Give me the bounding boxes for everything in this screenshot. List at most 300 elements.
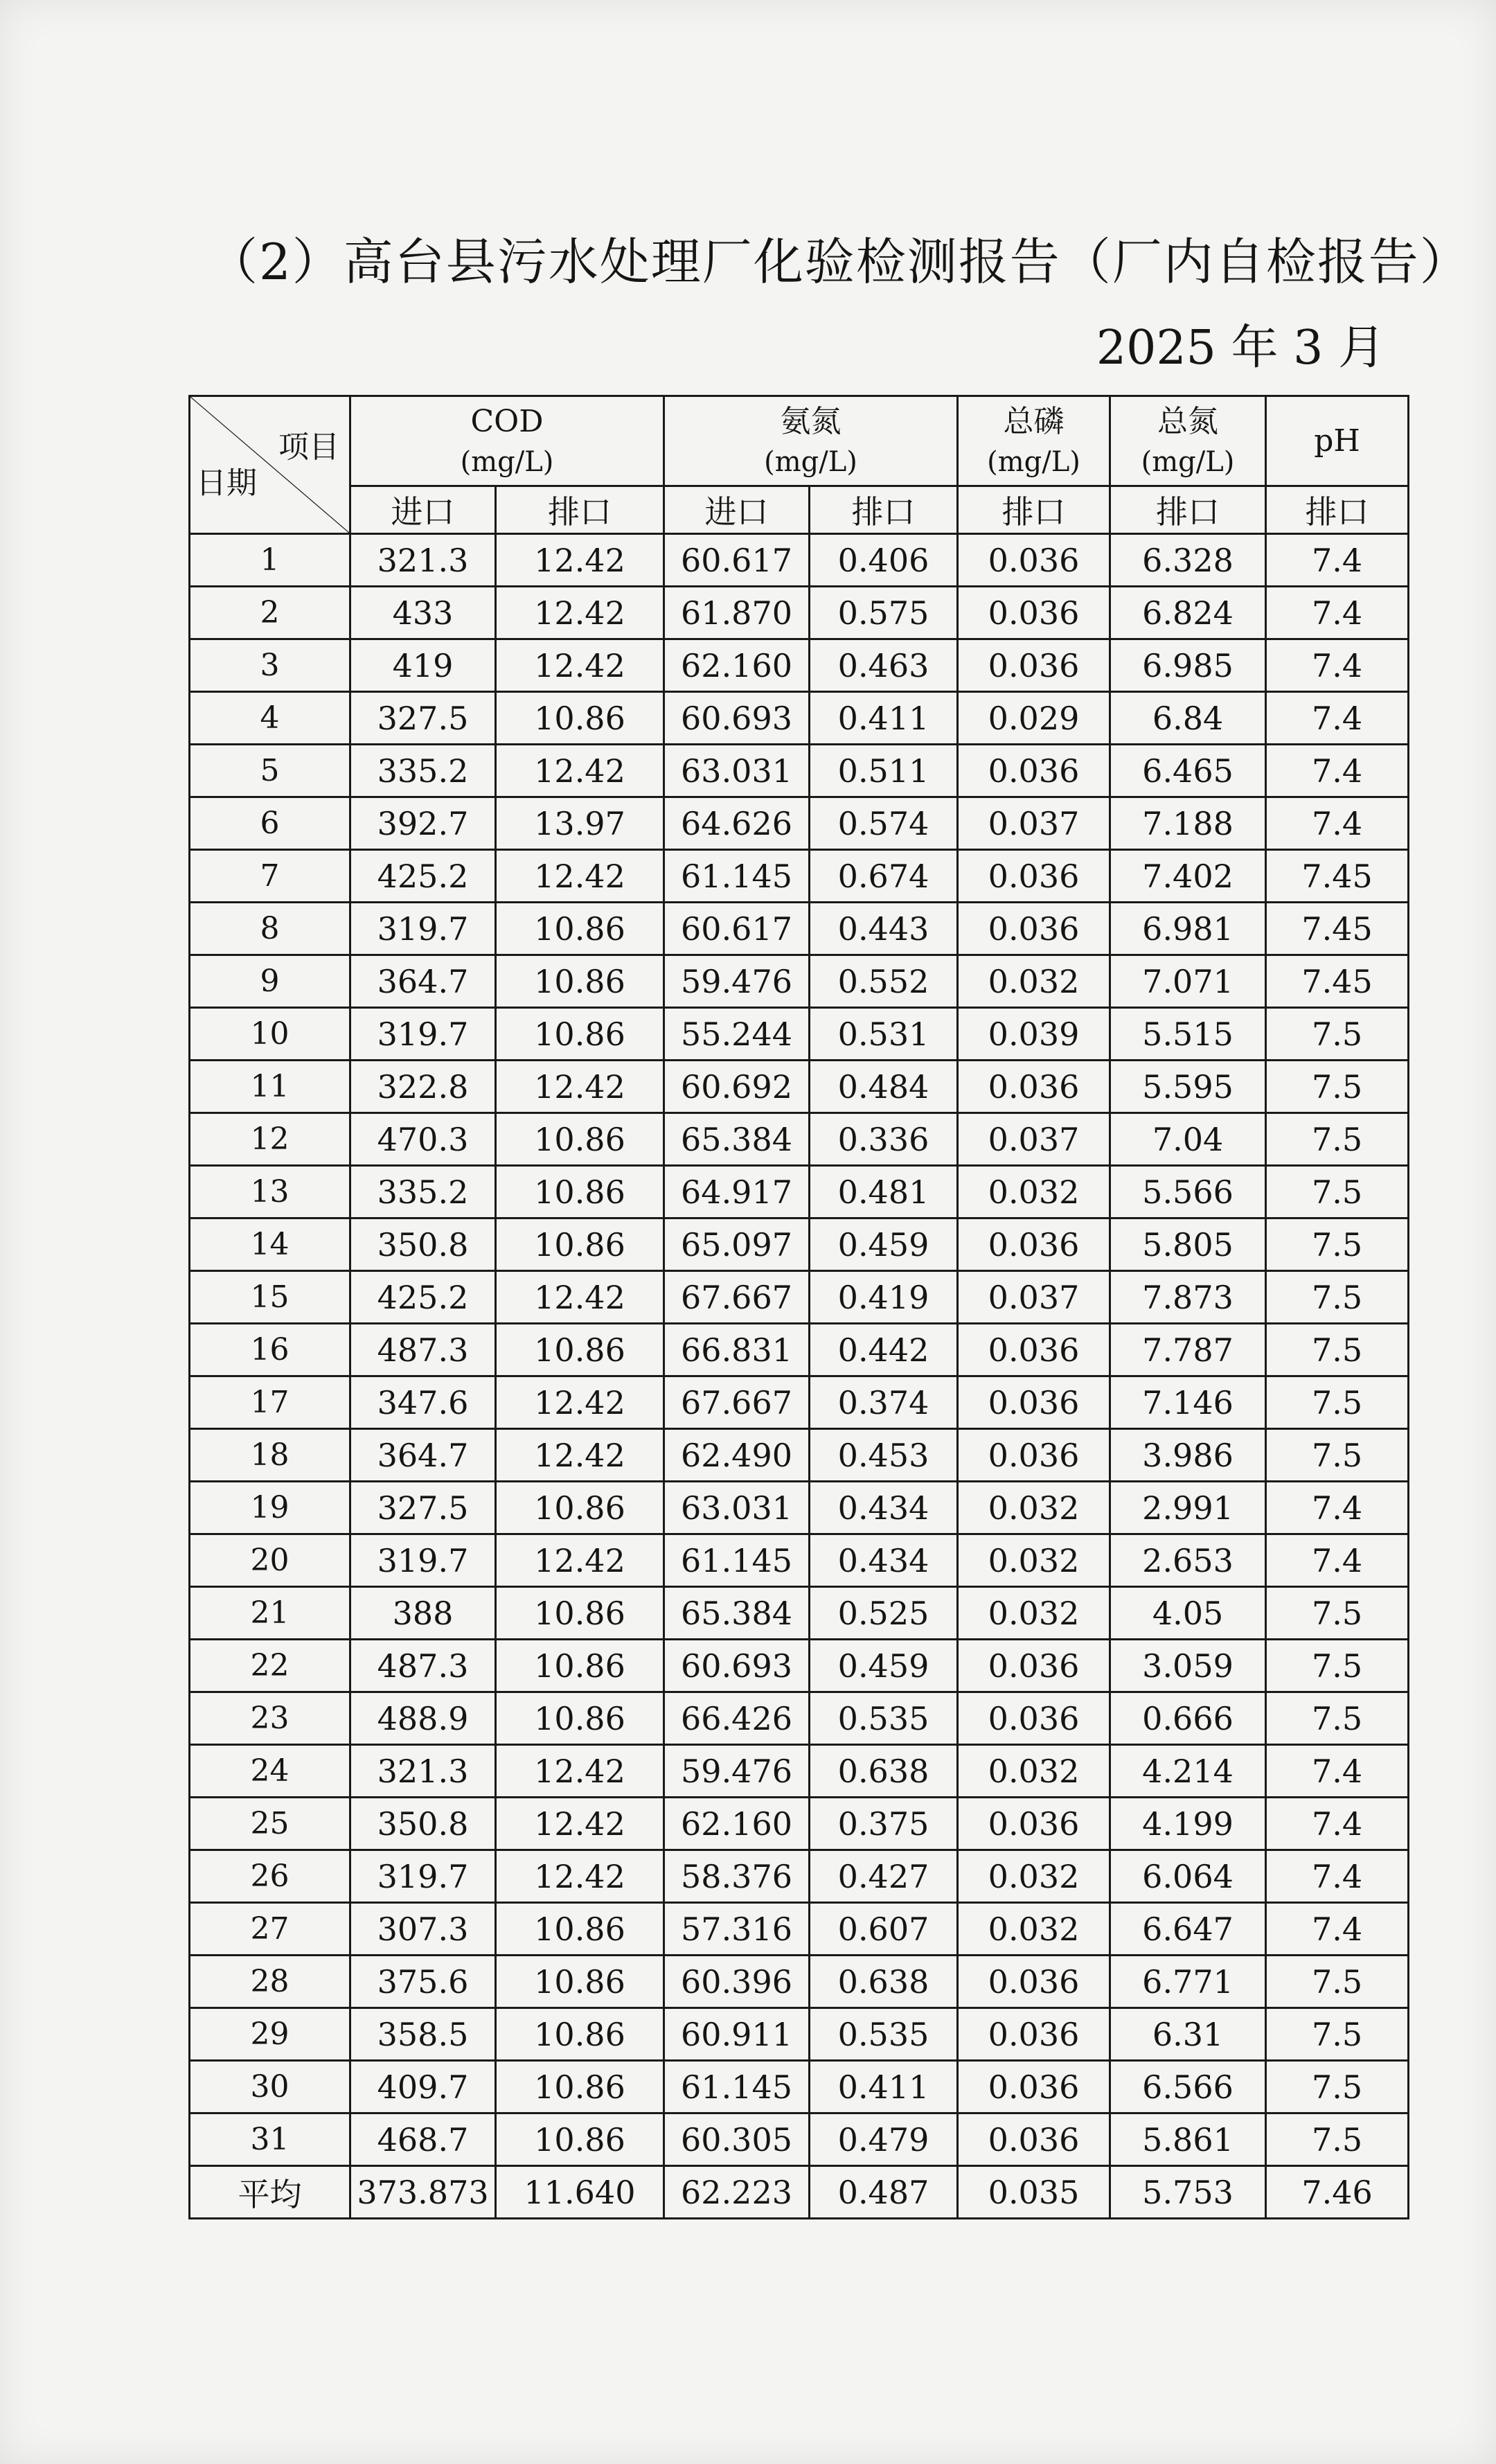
cell-ph-outlet: 7.4 (1266, 1745, 1409, 1798)
report-date: 2025 年 3 月 (1096, 321, 1385, 375)
cell-tp-outlet: 0.029 (958, 692, 1110, 745)
table-row (190, 1692, 1409, 1745)
cell-cod-outlet: 10.86 (496, 1692, 664, 1745)
cell-tp-outlet: 0.039 (958, 1008, 1110, 1061)
cell-cod-outlet: 10.86 (496, 1903, 664, 1956)
cell-day: 31 (190, 2113, 350, 2166)
cell-ph-outlet: 7.5 (1266, 1692, 1409, 1745)
cell-average-tn-outlet: 5.753 (1110, 2166, 1266, 2219)
cell-tp-outlet: 0.037 (958, 1271, 1110, 1324)
cell-ammonia-outlet: 0.484 (810, 1061, 958, 1113)
corner-label-item: 项目 (278, 429, 339, 465)
header-ammonia (664, 396, 958, 486)
cell-tp-outlet: 0.032 (958, 1903, 1110, 1956)
cell-tp-outlet: 0.036 (958, 639, 1110, 692)
param-name-ph: pH (1314, 423, 1360, 459)
cell-ph-outlet: 7.4 (1266, 1798, 1409, 1850)
cell-ammonia-inlet: 63.031 (664, 1482, 810, 1534)
cell-tn-outlet: 7.071 (1110, 955, 1266, 1008)
cell-cod-outlet: 10.86 (496, 1324, 664, 1376)
cell-tn-outlet: 7.873 (1110, 1271, 1266, 1324)
cell-ammonia-inlet: 60.617 (664, 534, 810, 587)
cell-ammonia-inlet: 64.626 (664, 797, 810, 850)
cell-tn-outlet: 7.188 (1110, 797, 1266, 850)
cell-ammonia-inlet: 64.917 (664, 1166, 810, 1218)
table-row (190, 2113, 1409, 2166)
cell-cod-outlet: 12.42 (496, 1745, 664, 1798)
table-row (190, 1903, 1409, 1956)
cell-cod-outlet: 10.86 (496, 1166, 664, 1218)
cell-day: 21 (190, 1587, 350, 1640)
table-row (190, 1376, 1409, 1429)
cell-tn-outlet: 5.861 (1110, 2113, 1266, 2166)
cell-average-ph-outlet: 7.46 (1266, 2166, 1409, 2219)
cell-ph-outlet: 7.4 (1266, 1850, 1409, 1903)
cell-ph-outlet: 7.5 (1266, 1956, 1409, 2008)
cell-ammonia-outlet: 0.453 (810, 1429, 958, 1482)
cell-tp-outlet: 0.036 (958, 903, 1110, 955)
cell-tn-outlet: 7.402 (1110, 850, 1266, 903)
cell-cod-outlet: 12.42 (496, 1271, 664, 1324)
cell-ammonia-inlet: 65.097 (664, 1218, 810, 1271)
cell-ammonia-outlet: 0.336 (810, 1113, 958, 1166)
param-name-ammonia: 氨氮 (780, 403, 841, 439)
cell-ammonia-outlet: 0.535 (810, 1692, 958, 1745)
cell-cod-inlet: 419 (350, 639, 496, 692)
cell-tp-outlet: 0.036 (958, 1061, 1110, 1113)
cell-cod-inlet: 487.3 (350, 1640, 496, 1692)
cell-ammonia-inlet: 60.692 (664, 1061, 810, 1113)
cell-day: 5 (190, 745, 350, 797)
table-row (190, 1534, 1409, 1587)
cell-ammonia-inlet: 60.911 (664, 2008, 810, 2061)
param-unit-cod: (mg/L) (460, 445, 554, 478)
cell-tp-outlet: 0.036 (958, 1640, 1110, 1692)
cell-tn-outlet: 5.515 (1110, 1008, 1266, 1061)
table-row (190, 1324, 1409, 1376)
cell-ammonia-outlet: 0.443 (810, 903, 958, 955)
cell-tn-outlet: 6.981 (1110, 903, 1266, 955)
table-row (190, 1218, 1409, 1271)
cell-tn-outlet: 3.059 (1110, 1640, 1266, 1692)
table-row (190, 1166, 1409, 1218)
cell-ph-outlet: 7.4 (1266, 1534, 1409, 1587)
cell-ph-outlet: 7.4 (1266, 745, 1409, 797)
cell-ammonia-outlet: 0.375 (810, 1798, 958, 1850)
cell-ammonia-outlet: 0.419 (810, 1271, 958, 1324)
cell-tp-outlet: 0.032 (958, 1534, 1110, 1587)
cell-tn-outlet: 5.595 (1110, 1061, 1266, 1113)
table-row (190, 587, 1409, 639)
cell-ammonia-outlet: 0.411 (810, 2061, 958, 2113)
sub-cod-outlet: 排口 (496, 486, 664, 534)
cell-cod-outlet: 12.42 (496, 1534, 664, 1587)
cell-ammonia-inlet: 65.384 (664, 1113, 810, 1166)
cell-average-ammonia-outlet: 0.487 (810, 2166, 958, 2219)
cell-cod-outlet: 10.86 (496, 1218, 664, 1271)
cell-tn-outlet: 6.064 (1110, 1850, 1266, 1903)
cell-tn-outlet: 7.787 (1110, 1324, 1266, 1376)
cell-cod-outlet: 12.42 (496, 587, 664, 639)
cell-cod-outlet: 12.42 (496, 1850, 664, 1903)
cell-tp-outlet: 0.036 (958, 850, 1110, 903)
cell-cod-outlet: 12.42 (496, 745, 664, 797)
cell-cod-outlet: 13.97 (496, 797, 664, 850)
cell-ammonia-outlet: 0.434 (810, 1534, 958, 1587)
cell-tp-outlet: 0.037 (958, 797, 1110, 850)
cell-ammonia-outlet: 0.463 (810, 639, 958, 692)
cell-ammonia-outlet: 0.427 (810, 1850, 958, 1903)
cell-day: 17 (190, 1376, 350, 1429)
cell-day: 23 (190, 1692, 350, 1745)
cell-tn-outlet: 6.566 (1110, 2061, 1266, 2113)
cell-ph-outlet: 7.5 (1266, 1429, 1409, 1482)
param-unit-ammonia: (mg/L) (764, 445, 857, 478)
cell-tp-outlet: 0.036 (958, 1956, 1110, 2008)
cell-cod-outlet: 10.86 (496, 1956, 664, 2008)
cell-tp-outlet: 0.036 (958, 2113, 1110, 2166)
cell-tp-outlet: 0.032 (958, 1482, 1110, 1534)
cell-day: 15 (190, 1271, 350, 1324)
cell-tp-outlet: 0.036 (958, 1692, 1110, 1745)
cell-ammonia-outlet: 0.459 (810, 1218, 958, 1271)
cell-ammonia-outlet: 0.479 (810, 2113, 958, 2166)
cell-tn-outlet: 6.647 (1110, 1903, 1266, 1956)
cell-ammonia-outlet: 0.552 (810, 955, 958, 1008)
cell-ammonia-inlet: 60.693 (664, 1640, 810, 1692)
table-row (190, 2008, 1409, 2061)
cell-tp-outlet: 0.032 (958, 1166, 1110, 1218)
sub-tn-outlet: 排口 (1110, 486, 1266, 534)
cell-cod-outlet: 10.86 (496, 1113, 664, 1166)
cell-tp-outlet: 0.036 (958, 2061, 1110, 2113)
cell-ammonia-outlet: 0.531 (810, 1008, 958, 1061)
cell-tn-outlet: 6.465 (1110, 745, 1266, 797)
cell-day: 25 (190, 1798, 350, 1850)
cell-tp-outlet: 0.036 (958, 1429, 1110, 1482)
cell-cod-inlet: 392.7 (350, 797, 496, 850)
cell-cod-outlet: 10.86 (496, 2113, 664, 2166)
cell-tn-outlet: 5.566 (1110, 1166, 1266, 1218)
cell-cod-outlet: 10.86 (496, 955, 664, 1008)
cell-tn-outlet: 6.328 (1110, 534, 1266, 587)
cell-cod-inlet: 388 (350, 1587, 496, 1640)
table-body (190, 534, 1409, 2219)
cell-cod-outlet: 12.42 (496, 1798, 664, 1850)
cell-cod-inlet: 433 (350, 587, 496, 639)
cell-tn-outlet: 4.214 (1110, 1745, 1266, 1798)
water-quality-table (188, 395, 1409, 2219)
report-title: （2）高台县污水处理厂化验检测报告（厂内自检报告） (208, 233, 1471, 291)
cell-ammonia-outlet: 0.607 (810, 1903, 958, 1956)
cell-cod-inlet: 327.5 (350, 1482, 496, 1534)
cell-cod-inlet: 335.2 (350, 745, 496, 797)
cell-ammonia-inlet: 67.667 (664, 1271, 810, 1324)
cell-tn-outlet: 6.824 (1110, 587, 1266, 639)
cell-tp-outlet: 0.037 (958, 1113, 1110, 1166)
cell-day: 16 (190, 1324, 350, 1376)
cell-cod-inlet: 307.3 (350, 1903, 496, 1956)
cell-cod-inlet: 327.5 (350, 692, 496, 745)
cell-day: 7 (190, 850, 350, 903)
table-row (190, 850, 1409, 903)
cell-ammonia-inlet: 55.244 (664, 1008, 810, 1061)
cell-day: 6 (190, 797, 350, 850)
cell-average-ammonia-inlet: 62.223 (664, 2166, 810, 2219)
header-ph (1266, 396, 1409, 486)
cell-cod-inlet: 322.8 (350, 1061, 496, 1113)
cell-day: 28 (190, 1956, 350, 2008)
cell-tn-outlet: 6.985 (1110, 639, 1266, 692)
cell-day: 19 (190, 1482, 350, 1534)
cell-ammonia-outlet: 0.481 (810, 1166, 958, 1218)
cell-tn-outlet: 4.199 (1110, 1798, 1266, 1850)
cell-average-cod-outlet: 11.640 (496, 2166, 664, 2219)
table-row (190, 2061, 1409, 2113)
cell-ph-outlet: 7.4 (1266, 1903, 1409, 1956)
sub-ammonia-inlet: 进口 (664, 486, 810, 534)
table-row (190, 1587, 1409, 1640)
table-row (190, 1061, 1409, 1113)
cell-ammonia-outlet: 0.525 (810, 1587, 958, 1640)
cell-ammonia-outlet: 0.459 (810, 1640, 958, 1692)
cell-ph-outlet: 7.45 (1266, 850, 1409, 903)
table-row (190, 1850, 1409, 1903)
cell-cod-inlet: 425.2 (350, 850, 496, 903)
table-row (190, 639, 1409, 692)
cell-ammonia-outlet: 0.511 (810, 745, 958, 797)
cell-ph-outlet: 7.5 (1266, 2061, 1409, 2113)
cell-ph-outlet: 7.5 (1266, 1166, 1409, 1218)
cell-ammonia-inlet: 67.667 (664, 1376, 810, 1429)
cell-ph-outlet: 7.4 (1266, 587, 1409, 639)
cell-tn-outlet: 2.991 (1110, 1482, 1266, 1534)
cell-cod-outlet: 10.86 (496, 1640, 664, 1692)
table-row (190, 903, 1409, 955)
cell-cod-inlet: 335.2 (350, 1166, 496, 1218)
cell-cod-inlet: 321.3 (350, 1745, 496, 1798)
cell-cod-inlet: 468.7 (350, 2113, 496, 2166)
cell-average-label: 平均 (190, 2166, 350, 2219)
cell-ph-outlet: 7.5 (1266, 2113, 1409, 2166)
table-row (190, 1798, 1409, 1850)
cell-cod-inlet: 321.3 (350, 534, 496, 587)
cell-ammonia-inlet: 60.396 (664, 1956, 810, 2008)
cell-average-tp-outlet: 0.035 (958, 2166, 1110, 2219)
cell-tn-outlet: 4.05 (1110, 1587, 1266, 1640)
param-unit-tp: (mg/L) (987, 445, 1080, 478)
cell-ph-outlet: 7.4 (1266, 639, 1409, 692)
cell-cod-inlet: 358.5 (350, 2008, 496, 2061)
cell-tn-outlet: 3.986 (1110, 1429, 1266, 1482)
cell-cod-outlet: 12.42 (496, 1376, 664, 1429)
cell-tp-outlet: 0.032 (958, 1745, 1110, 1798)
sub-ammonia-outlet: 排口 (810, 486, 958, 534)
cell-ammonia-inlet: 61.870 (664, 587, 810, 639)
header-cod (350, 396, 664, 486)
cell-day: 20 (190, 1534, 350, 1587)
cell-ammonia-outlet: 0.575 (810, 587, 958, 639)
cell-day: 4 (190, 692, 350, 745)
cell-cod-outlet: 10.86 (496, 2008, 664, 2061)
cell-tn-outlet: 6.771 (1110, 1956, 1266, 2008)
cell-ph-outlet: 7.5 (1266, 1113, 1409, 1166)
cell-day: 13 (190, 1166, 350, 1218)
header-row (190, 396, 1409, 486)
cell-day: 9 (190, 955, 350, 1008)
header-total-phosphorus (958, 396, 1110, 486)
cell-day: 10 (190, 1008, 350, 1061)
cell-tn-outlet: 7.146 (1110, 1376, 1266, 1429)
cell-tn-outlet: 2.653 (1110, 1534, 1266, 1587)
cell-ammonia-inlet: 61.145 (664, 1534, 810, 1587)
cell-ph-outlet: 7.5 (1266, 2008, 1409, 2061)
cell-ammonia-outlet: 0.674 (810, 850, 958, 903)
cell-cod-inlet: 350.8 (350, 1218, 496, 1271)
cell-cod-outlet: 10.86 (496, 692, 664, 745)
cell-tn-outlet: 7.04 (1110, 1113, 1266, 1166)
cell-cod-inlet: 319.7 (350, 1008, 496, 1061)
cell-ammonia-inlet: 62.160 (664, 639, 810, 692)
cell-ammonia-outlet: 0.638 (810, 1745, 958, 1798)
corner-label-date: 日期 (196, 466, 257, 501)
cell-ammonia-outlet: 0.374 (810, 1376, 958, 1429)
cell-day: 29 (190, 2008, 350, 2061)
table-row (190, 1745, 1409, 1798)
cell-cod-inlet: 364.7 (350, 955, 496, 1008)
cell-ph-outlet: 7.5 (1266, 1376, 1409, 1429)
table-row (190, 534, 1409, 587)
cell-ammonia-outlet: 0.574 (810, 797, 958, 850)
cell-tp-outlet: 0.036 (958, 587, 1110, 639)
cell-day: 3 (190, 639, 350, 692)
cell-day: 18 (190, 1429, 350, 1482)
cell-cod-inlet: 470.3 (350, 1113, 496, 1166)
cell-tn-outlet: 5.805 (1110, 1218, 1266, 1271)
table-row (190, 955, 1409, 1008)
table-row (190, 797, 1409, 850)
cell-day: 14 (190, 1218, 350, 1271)
cell-ph-outlet: 7.5 (1266, 1324, 1409, 1376)
table-row (190, 1429, 1409, 1482)
cell-cod-inlet: 319.7 (350, 903, 496, 955)
param-name-cod: COD (470, 403, 544, 439)
cell-cod-outlet: 12.42 (496, 1061, 664, 1113)
cell-cod-inlet: 350.8 (350, 1798, 496, 1850)
table-row (190, 745, 1409, 797)
cell-ammonia-inlet: 66.831 (664, 1324, 810, 1376)
cell-ph-outlet: 7.4 (1266, 797, 1409, 850)
cell-ammonia-outlet: 0.411 (810, 692, 958, 745)
table-row (190, 692, 1409, 745)
cell-cod-outlet: 10.86 (496, 903, 664, 955)
cell-tn-outlet: 6.31 (1110, 2008, 1266, 2061)
cell-ammonia-outlet: 0.638 (810, 1956, 958, 2008)
cell-tp-outlet: 0.032 (958, 1850, 1110, 1903)
cell-ammonia-inlet: 60.617 (664, 903, 810, 955)
cell-cod-inlet: 425.2 (350, 1271, 496, 1324)
cell-ammonia-inlet: 60.305 (664, 2113, 810, 2166)
cell-day: 11 (190, 1061, 350, 1113)
cell-ph-outlet: 7.45 (1266, 955, 1409, 1008)
cell-ph-outlet: 7.4 (1266, 534, 1409, 587)
cell-tp-outlet: 0.036 (958, 745, 1110, 797)
cell-ammonia-inlet: 62.160 (664, 1798, 810, 1850)
cell-ammonia-inlet: 60.693 (664, 692, 810, 745)
cell-ph-outlet: 7.5 (1266, 1218, 1409, 1271)
table-row (190, 1113, 1409, 1166)
average-row (190, 2166, 1409, 2219)
cell-tp-outlet: 0.036 (958, 2008, 1110, 2061)
cell-cod-inlet: 347.6 (350, 1376, 496, 1429)
cell-ammonia-inlet: 66.426 (664, 1692, 810, 1745)
cell-ammonia-inlet: 59.476 (664, 1745, 810, 1798)
cell-ph-outlet: 7.4 (1266, 1482, 1409, 1534)
cell-day: 22 (190, 1640, 350, 1692)
cell-ammonia-outlet: 0.434 (810, 1482, 958, 1534)
cell-day: 30 (190, 2061, 350, 2113)
cell-day: 27 (190, 1903, 350, 1956)
cell-ammonia-inlet: 62.490 (664, 1429, 810, 1482)
cell-tp-outlet: 0.036 (958, 1798, 1110, 1850)
corner-header-cell (190, 396, 350, 534)
cell-tp-outlet: 0.036 (958, 1324, 1110, 1376)
cell-average-cod-inlet: 373.873 (350, 2166, 496, 2219)
cell-ph-outlet: 7.5 (1266, 1640, 1409, 1692)
cell-ph-outlet: 7.5 (1266, 1587, 1409, 1640)
cell-ammonia-inlet: 58.376 (664, 1850, 810, 1903)
cell-day: 24 (190, 1745, 350, 1798)
cell-ph-outlet: 7.5 (1266, 1008, 1409, 1061)
table-row (190, 1271, 1409, 1324)
cell-cod-outlet: 10.86 (496, 1482, 664, 1534)
cell-cod-outlet: 12.42 (496, 850, 664, 903)
cell-cod-inlet: 319.7 (350, 1850, 496, 1903)
cell-tn-outlet: 0.666 (1110, 1692, 1266, 1745)
cell-ammonia-outlet: 0.535 (810, 2008, 958, 2061)
table-row (190, 1640, 1409, 1692)
param-unit-tn: (mg/L) (1141, 445, 1235, 478)
cell-day: 8 (190, 903, 350, 955)
cell-ammonia-inlet: 61.145 (664, 850, 810, 903)
header-total-nitrogen (1110, 396, 1266, 486)
param-name-tn: 总氮 (1157, 403, 1219, 439)
cell-cod-inlet: 364.7 (350, 1429, 496, 1482)
cell-cod-outlet: 12.42 (496, 534, 664, 587)
cell-cod-outlet: 10.86 (496, 2061, 664, 2113)
cell-ammonia-outlet: 0.406 (810, 534, 958, 587)
cell-ammonia-inlet: 57.316 (664, 1903, 810, 1956)
table-row (190, 1956, 1409, 2008)
cell-ammonia-inlet: 63.031 (664, 745, 810, 797)
cell-cod-outlet: 10.86 (496, 1587, 664, 1640)
cell-tp-outlet: 0.032 (958, 955, 1110, 1008)
cell-tp-outlet: 0.032 (958, 1587, 1110, 1640)
sub-tp-outlet: 排口 (958, 486, 1110, 534)
table-row (190, 1008, 1409, 1061)
sub-ph-outlet: 排口 (1266, 486, 1409, 534)
cell-day: 1 (190, 534, 350, 587)
cell-ph-outlet: 7.45 (1266, 903, 1409, 955)
cell-tp-outlet: 0.036 (958, 1218, 1110, 1271)
cell-cod-inlet: 409.7 (350, 2061, 496, 2113)
cell-cod-outlet: 12.42 (496, 1429, 664, 1482)
cell-tp-outlet: 0.036 (958, 534, 1110, 587)
cell-cod-outlet: 12.42 (496, 639, 664, 692)
cell-ammonia-inlet: 65.384 (664, 1587, 810, 1640)
cell-day: 26 (190, 1850, 350, 1903)
cell-tp-outlet: 0.036 (958, 1376, 1110, 1429)
